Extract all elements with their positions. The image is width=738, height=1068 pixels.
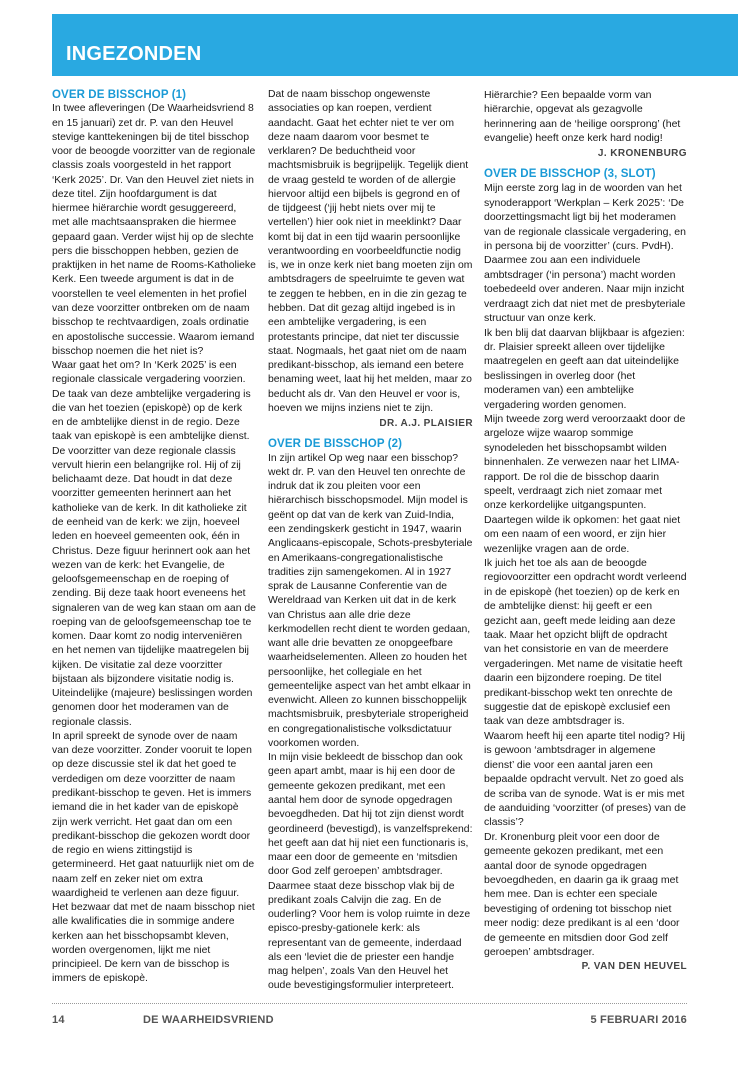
- article-3-heading: OVER DE BISSCHOP (3, SLOT): [484, 168, 656, 181]
- article-3-paragraph: Mijn eerste zorg lag in de woorden van het synoderapport ‘Werkplan – Kerk 2025’: ‘De doorzettingsmacht ligt bij het moderamen van de regionale classicale vergadering, en in persona bij de voorzitter’ (curs. PvdH). Daarmee zou aan een individuele ambtsdrager (‘in persona’) macht worden toebedeeld over anderen. Naar mijn inzicht verdraagt zich dat niet met de presbyteriale structuur van onze kerk.: [484, 182, 686, 325]
- issue-date: 5 FEBRUARI 2016: [590, 1014, 687, 1026]
- article-1-paragraph: In april spreekt de synode over de naam van deze voorzitter. Zonder vooruit te lopen op deze discussie stel ik dat het goed te verdedigen om deze voorzitter de naam predikant-bisschop te geven. Het is immers iemand die in het kader van de episkopè zijn werk verricht. Het gaat dan om een predikant-bisschop die gekozen wordt door de regio en wiens zittingstijd is getermineerd. Het gaat natuurlijk niet om de naam zelf en zeker niet om extra waardigheid te verlenen aan deze figuur. Het bezwaar dat met de naam bisschop niet alle kwalificaties die in sommige andere kerken aan het bisschopsambt kleven, worden overgenomen, lijkt me niet principieel. De kern van de bisschop is immers de episkopè.: [52, 730, 255, 985]
- article-1-heading: OVER DE BISSCHOP (1): [52, 89, 187, 101]
- article-1-paragraph: Waar gaat het om? In ‘Kerk 2025’ is een regionale classicale vergadering voorzien. De taak van deze ambtelijke vergadering is die van het toezien (episkopè) op de kerk en de ambtelijke dienst in de regio. Deze taak van episkopè is een ambtelijke dienst. De voorzitter van deze regionale classis vervult hierin een belangrijke rol. Hij of zij belichaamt deze. Dat houdt in dat deze voorzitter gemeenten herinnert aan het katholieke van de kerk. In dit katholieke zit de eenheid van de kerk: we zijn, hoeveel leden en hoeveel gemeenten ook, één in Christus. Deze figuur herinnert ook aan het wezen van de kerk: het Evangelie, de geloofsgemeenschap en de roeping of zending. Bij deze taak hoort eveneens het signaleren van de weg kan staan om aan de roeping van de geloofsgemeenschap toe te komen. Daar komt zo nodig interveniëren en het nemen van tijdelijke maatregelen bij kijken. De visitatie zal deze voorzitter bijstaan als bijzondere visitatie nodig is. Uiteindelijke (majeure) beslissingen worden genomen door het moderamen van de regionale classis.: [52, 360, 256, 728]
- article-1-paragraph: Dat de naam bisschop ongewenste associaties op kan roepen, verdient aandacht. Gaat het echter niet te ver om deze naam daarom voor besmet te verklaren? De beduchtheid voor machtsmisbruik is begrijpelijk. Tegelijk dient de vraag gesteld te worden of de allergie hiervoor altijd een bijbels is gegrond en of de tijdgeest (‘jij hebt niets over mij te vertellen’) hier ook niet in meeklinkt? Daar komt bij dat in een tijd waarin persoonlijke verantwoording en voorbeeldfunctie nodig is, we in onze kerk niet bang moeten zijn om ambtsdragers de speelruimte te geven wat te zeggen te hebben, en in die zin gezag te hebben. Dat dit gezag altijd ingebed is in een ambtelijke vergadering, is een protestants principe, dat niet ter discussie staat. Nogmaals, het gaat niet om de naam predikant-bisschop, als iemand een betere benaming weet, laat hij het melden, maar zo beducht als dr. Van den Heuvel er voor is, hoeven we mijns inziens niet te zijn.: [268, 89, 473, 414]
- article-2-paragraph: In mijn visie bekleedt de bisschop dan ook geen apart ambt, maar is hij een door de gemeente gekozen predikant, met een aantal hem door de synode opgedragen bevoegdheden. Dat hij tot zijn dienst wordt geordineerd (bevestigd), is vanzelfsprekend: het geeft aan dat hij niet een functionaris is, maar een door de gemeente en ‘mitsdien door God zelf geroepen’ ambtsdrager. Daarmee staat deze bisschop vlak bij de predikant zoals Calvijn die zag. En de ouderling? Voor hem is volop ruimte in deze episco-presby-gationele kerk: als representant van de gemeente, inderdaad als een ‘leviet die de priester een handje mag helpen’, zoals Van den Heuvel het oude bevestigingsformulier interpreteert.: [268, 752, 473, 992]
- article-3-paragraph: Waarom heeft hij een aparte titel nodig? Hij is gewoon ‘ambtsdrager in algemene dienst’ die voor een aantal jaren een bepaalde opdracht vervult. Net zo goed als de scriba van de synode. Wat is er mis met de aanduiding ‘voorzitter (of preses) van de classis’?: [484, 729, 686, 829]
- article-2-author: J. KRONENBURG: [597, 147, 687, 159]
- section-title: INGEZONDEN: [66, 43, 202, 65]
- article-3-paragraph: Dr. Kronenburg pleit voor een door de gemeente gekozen predikant, met een aantal door de synode opgedragen bevoegdheden, en daarin ga ik graag met hem mee. Dan is echter een speciale bevestiging of ordening tot bisschop niet meer nodig: deze predikant is al een ‘door de gemeente en mitsdien door God zelf geroepen’ ambtsdrager.: [484, 830, 680, 958]
- article-3-paragraph: Ik ben blij dat daarvan blijkbaar is afgezien: dr. Plaisier spreekt alleen over tijdelijke maatregelen en geeft aan dat uiteindelijke beslissingen in overleg door (het moderamen van) een ambtelijke vergadering worden genomen.: [484, 326, 685, 411]
- article-3-author: P. VAN DEN HEUVEL: [581, 961, 687, 973]
- publication-name: DE WAARHEIDSVRIEND: [143, 1014, 274, 1026]
- page-number: 14: [52, 1014, 65, 1026]
- footer-divider: [52, 1003, 687, 1004]
- article-3-paragraph: Mijn tweede zorg werd veroorzaakt door de argeloze wijze waarop sommige synodeleden het bisschopsambt wilden binnenhalen. Ze verwezen naar het LIMA-rapport. De rol die de bisschop daarin speelt, verdraagt zich niet zomaar met onze kerkordelijke uitgangspunten. Daartegen wilde ik opkomen: het gaat niet om een naam of een woord, er zijn hier wezenlijke vragen aan de orde.: [484, 412, 686, 555]
- article-3-paragraph: Ik juich het toe als aan de beoogde regiovoorzitter een opdracht wordt verleend in de episkopè (het toezien) op de kerk en de ambtelijke dienst: hij geeft er een gezicht aan, geeft mede leiding aan deze taak. Maar het opzicht blijft de opdracht van het consistorie en van de meerdere vergaderingen. Met name de visitatie heeft daarin een bijzondere roeping. De titel predikant-bisschop wekt ten onrechte de suggestie dat de episkopè exclusief een taak van deze ambtsdrager is.: [484, 557, 687, 728]
- article-1-paragraph: In twee afleveringen (De Waarheidsvriend 8 en 15 januari) zet dr. P. van den Heuvel stevige kanttekeningen bij de titel bisschop voor de beoogde voorzitter van de regionale classis zoals voorgesteld in het rapport ‘Kerk 2025’. Dr. Van den Heuvel ziet niets in deze titel. Zijn hoofdargument is dat hiermee hiërarchie wordt gesuggereerd, met alle machtsaanspraken die hiermee gepaard gaan. Verder wijst hij op de slechte pers die bisschoppen hebben, gezien de praktijken in het name de Rooms-Katholieke Kerk. Een tweede argument is dat in de voorstellen te veel elementen in het profiel van deze voorzitter ontbreken om de naam bisschop te rechtvaardigen, zoals ordinatie en apostolische successie. Waarom iemand bisschop noemen die het niet is?: [52, 103, 256, 357]
- column-1: [52, 88, 256, 987]
- article-1-author: DR. A.J. PLAISIER: [379, 418, 473, 430]
- article-2-paragraph: In zijn artikel Op weg naar een bisschop? wekt dr. P. van den Heuvel ten onrechte de indruk dat ik zou pleiten voor een hiërarchisch bisschopsmodel. Mijn model is geënt op dat van de kerk van Zuid-India, een zendingskerk gesticht in 1947, waarin Anglicaans-episcopale, Schots-presbyteriale en Amerikaans-congregationalistische tradities zijn samengekomen. Al in 1927 sprak de Lausanne Conferentie van de Wereldraad van Kerken uit dat in de kerk van Christus aan alle drie deze kerkmodellen recht dient te worden gedaan, want alle drie bevatten ze onopgeefbare waarheidselementen. Alleen zo houden het persoonlijke, het collegiale en het gemeentelijke aspect van het ambt elkaar in evenwicht. Alleen zo kunnen bisschoppelijk machtsmisbruik, presbyteriale stroperigheid en congregationalistische volksdictatuur voorkomen worden.: [268, 452, 473, 749]
- column-3: [484, 88, 687, 975]
- column-2: [268, 88, 473, 994]
- article-2-paragraph: Hiërarchie? Een bepaalde vorm van hiërarchie, opgevat als gezagvolle herinnering aan de ‘heilige oorsprong’ (het evangelie) heeft onze kerk hard nodig!: [484, 89, 681, 145]
- article-2-heading: OVER DE BISSCHOP (2): [268, 438, 403, 451]
